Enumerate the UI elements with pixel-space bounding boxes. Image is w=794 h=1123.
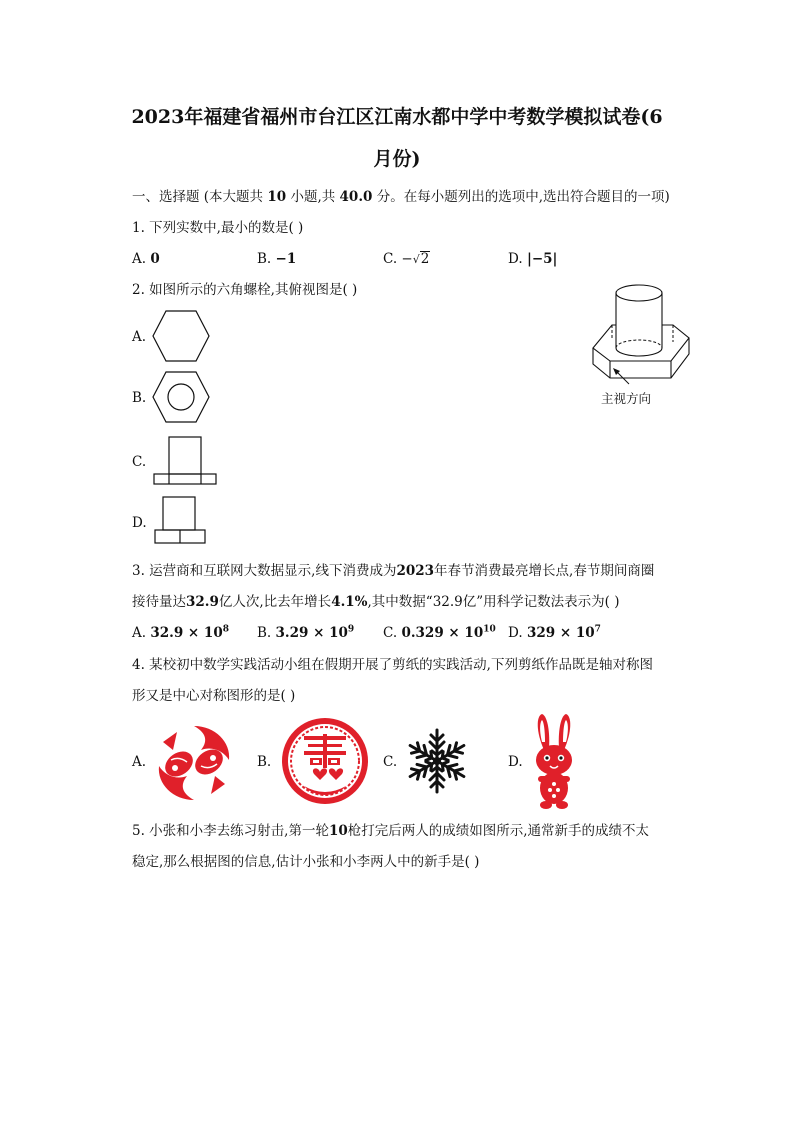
q1-option-c-label: C. −	[383, 251, 413, 267]
q3-option-c-base: 0.329 × 10	[401, 625, 484, 641]
q3-line2-mid: 亿人次,比去年增长	[218, 594, 332, 610]
q3-line2-post: ,其中数据“32.9亿”用科学记数法表示为( )	[367, 594, 620, 610]
q2-option-d-label: D.	[132, 515, 147, 531]
q2-option-a-hexagon-figure	[152, 309, 212, 363]
q3-option-b-base: 3.29 × 10	[275, 625, 348, 641]
section-heading-mid: 小题,共	[286, 189, 340, 205]
q4-option-b-label: B.	[257, 754, 272, 770]
q4-option-c-snowflake-papercut	[402, 726, 472, 796]
q2-option-a-label: A.	[132, 329, 147, 345]
q5-line1-pre: 5. 小张和小李去练习射击,第一轮	[132, 823, 329, 839]
q2-option-b-label: B.	[132, 390, 147, 406]
q1-option-b-value: −1	[275, 251, 297, 267]
q4-stem-line1: 4. 某校初中数学实践活动小组在假期开展了剪纸的实践活动,下列剪纸作品既是轴对称图	[132, 657, 653, 673]
q1-option-d-value: |−5|	[526, 251, 558, 267]
q5-stem-line1	[132, 821, 649, 841]
q1-option-b-label: B.	[257, 251, 276, 267]
section-heading-post: 分。在每小题列出的选项中,选出符合题目的一项)	[372, 189, 670, 205]
q3-growth-rate: 4.1%	[331, 594, 368, 610]
q2-option-c-front-view-figure	[152, 435, 220, 487]
q3-line1-pre: 3. 运营商和互联网大数据显示,线下消费成为	[132, 563, 397, 579]
q2-hex-bolt-3d-figure	[585, 280, 705, 385]
exam-title-line1: 2023年福建省福州市台江区江南水都中学中考数学模拟试卷(6	[131, 106, 663, 128]
q3-option-d-label: D.	[508, 625, 527, 641]
q3-option-d-exponent: 7	[594, 624, 601, 635]
q3-line1-post: 年春节消费最亮增长点,春节期间商圈	[434, 563, 655, 579]
q3-option-b	[257, 623, 354, 643]
q1-option-a-value: 0	[150, 251, 160, 267]
section-score: 40.0	[339, 189, 373, 205]
q1-option-d-label: D.	[508, 251, 527, 267]
q3-option-d	[508, 623, 601, 643]
section-heading	[132, 187, 670, 207]
q1-stem: 1. 下列实数中,最小的数是( )	[132, 220, 304, 236]
q3-visitor-count: 32.9	[186, 594, 219, 610]
q2-figure-caption: 主视方向	[601, 391, 652, 406]
q3-option-b-label: B.	[257, 625, 276, 641]
q4-option-c-label: C.	[383, 754, 398, 770]
q2-option-d-side-view-figure	[152, 495, 210, 547]
q3-stem-line1	[132, 561, 654, 581]
q3-stem-line2	[132, 592, 620, 612]
q1-option-c	[383, 249, 430, 270]
q4-option-d-label: D.	[508, 754, 523, 770]
q4-option-d-rabbit-papercut	[528, 712, 580, 810]
q5-shot-count: 10	[328, 823, 348, 839]
q3-option-d-base: 329 × 10	[526, 625, 595, 641]
section-question-count: 10	[267, 189, 287, 205]
q4-option-a-label: A.	[132, 754, 147, 770]
q1-option-a	[132, 249, 160, 269]
section-heading-pre: 一、选择题 (本大题共	[132, 189, 268, 205]
q1-option-c-radicand: 2	[420, 251, 430, 267]
q1-option-b	[257, 249, 296, 269]
q3-option-c	[383, 623, 496, 643]
q1-option-d	[508, 249, 557, 269]
q4-option-b-double-happiness-papercut	[280, 716, 370, 806]
q3-option-a-exponent: 8	[222, 624, 229, 635]
q5-line1-post: 枪打完后两人的成绩如图所示,通常新手的成绩不太	[347, 823, 650, 839]
q3-option-a-base: 32.9 × 10	[150, 625, 223, 641]
q3-option-b-exponent: 9	[347, 624, 355, 635]
q2-option-c-label: C.	[132, 454, 147, 470]
q4-option-a-fish-papercut	[153, 722, 235, 804]
q3-line2-pre: 接待量达	[132, 594, 186, 610]
q3-option-c-label: C.	[383, 625, 402, 641]
q2-option-b-hex-nut-figure	[152, 370, 212, 424]
q4-stem-line2: 形又是中心对称图形的是( )	[132, 688, 296, 704]
exam-title-line2: 月份)	[373, 148, 421, 170]
q3-year: 2023	[396, 563, 435, 579]
q2-stem: 2. 如图所示的六角螺栓,其俯视图是( )	[132, 282, 358, 298]
q3-option-a-label: A.	[132, 625, 151, 641]
q1-option-a-label: A.	[132, 251, 151, 267]
q3-option-a	[132, 623, 229, 643]
radical-sign: √	[412, 253, 420, 266]
q5-stem-line2: 稳定,那么根据图的信息,估计小张和小李两人中的新手是( )	[132, 854, 480, 870]
q3-option-c-exponent: 10	[483, 624, 496, 635]
